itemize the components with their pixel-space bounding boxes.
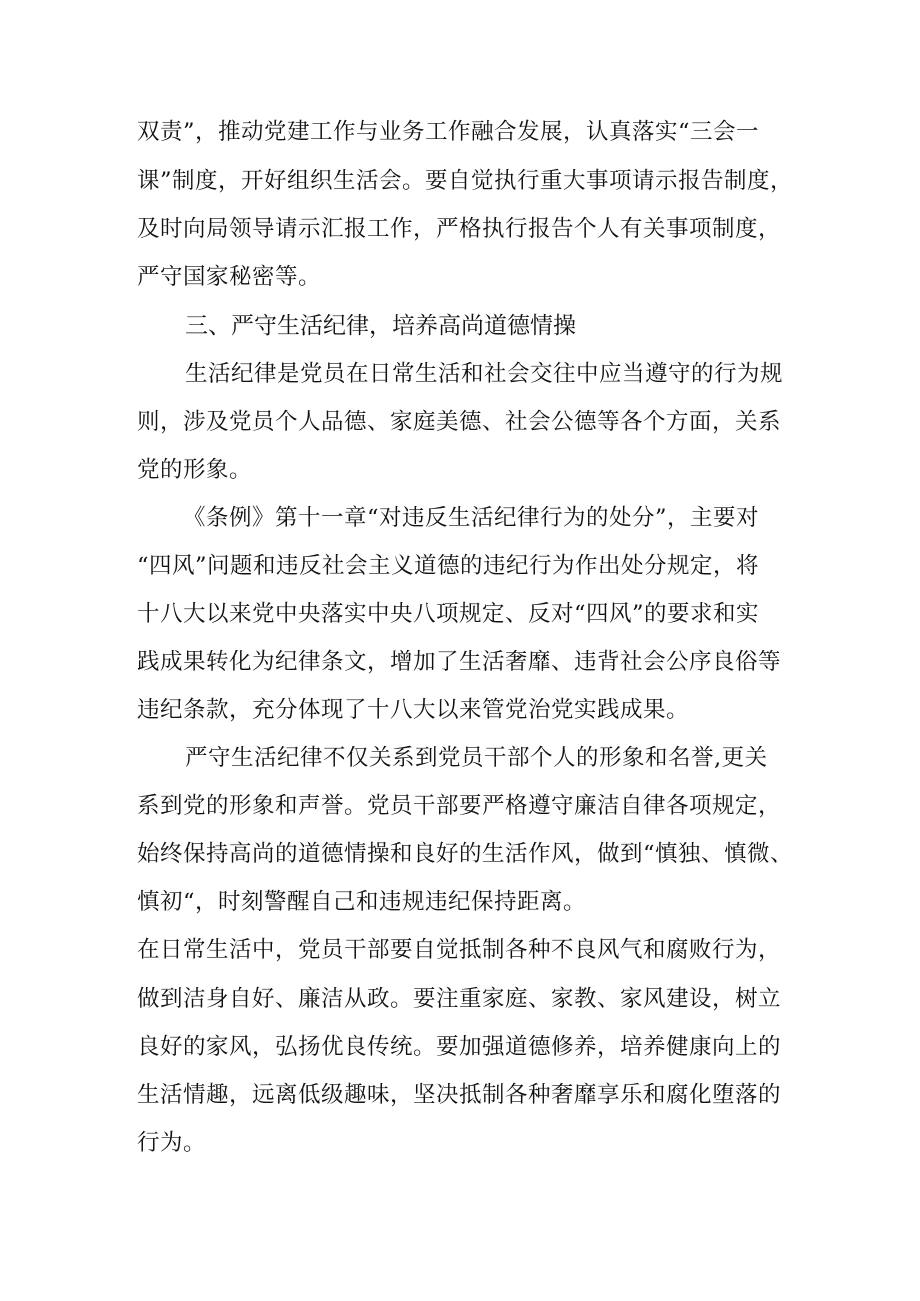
text-line: 生活纪律是党员在日常生活和社会交往中应当遵守的行为规 <box>185 361 784 387</box>
text-line: 行为。 <box>137 1130 207 1156</box>
text-line: 在日常生活中，党员干部要自觉抵制各种不良风气和腐败行为， <box>137 937 782 963</box>
text-line: 生活情趣，远离低级趣味，坚决抵制各种奢靡享乐和腐化堕落的 <box>137 1082 782 1108</box>
text-line: “四风”问题和违反社会主义道德的违纪行为作出处分规定，将 <box>137 553 760 579</box>
text-line: 严守生活纪律不仅关系到党员干部个人的形象和名誉,更关 <box>185 745 768 771</box>
text-line: 双责”，推动党建工作与业务工作融合发展，认真落实“三会一 <box>137 119 760 145</box>
text-line: 系到党的形象和声誉。党员干部要严格遵守廉洁自律各项规定， <box>137 793 782 819</box>
text-line: 慎初“，时刻警醒自己和违规违纪保持距离。 <box>137 889 587 915</box>
text-line: 《条例》第十一章“对违反生活纪律行为的处分”，主要对 <box>183 505 760 531</box>
text-line: 十八大以来党中央落实中央八项规定、反对“四风”的要求和实 <box>137 601 760 627</box>
text-line: 及时向局领导请示汇报工作，严格执行报告个人有关事项制度， <box>137 216 782 242</box>
text-line: 做到洁身自好、廉洁从政。要注重家庭、家教、家风建设，树立 <box>137 986 782 1012</box>
text-line: 则，涉及党员个人品德、家庭美德、社会公德等各个方面，关系 <box>137 409 782 435</box>
section-heading: 三、严守生活纪律，培养高尚道德情操 <box>185 313 576 339</box>
text-line: 始终保持高尚的道德情操和良好的生活作风，做到“慎独、慎微、 <box>137 841 794 867</box>
text-line: 课”制度，开好组织生活会。要自觉执行重大事项请示报告制度， <box>137 168 794 194</box>
text-line: 党的形象。 <box>137 457 253 483</box>
text-line: 严守国家秘密等。 <box>137 264 322 290</box>
text-line: 践成果转化为纪律条文，增加了生活奢靡、违背社会公序良俗等 <box>137 649 782 675</box>
text-line: 良好的家风，弘扬优良传统。要加强道德修养，培养健康向上的 <box>137 1034 782 1060</box>
text-line: 违纪条款，充分体现了十八大以来管党治党实践成果。 <box>137 697 690 723</box>
